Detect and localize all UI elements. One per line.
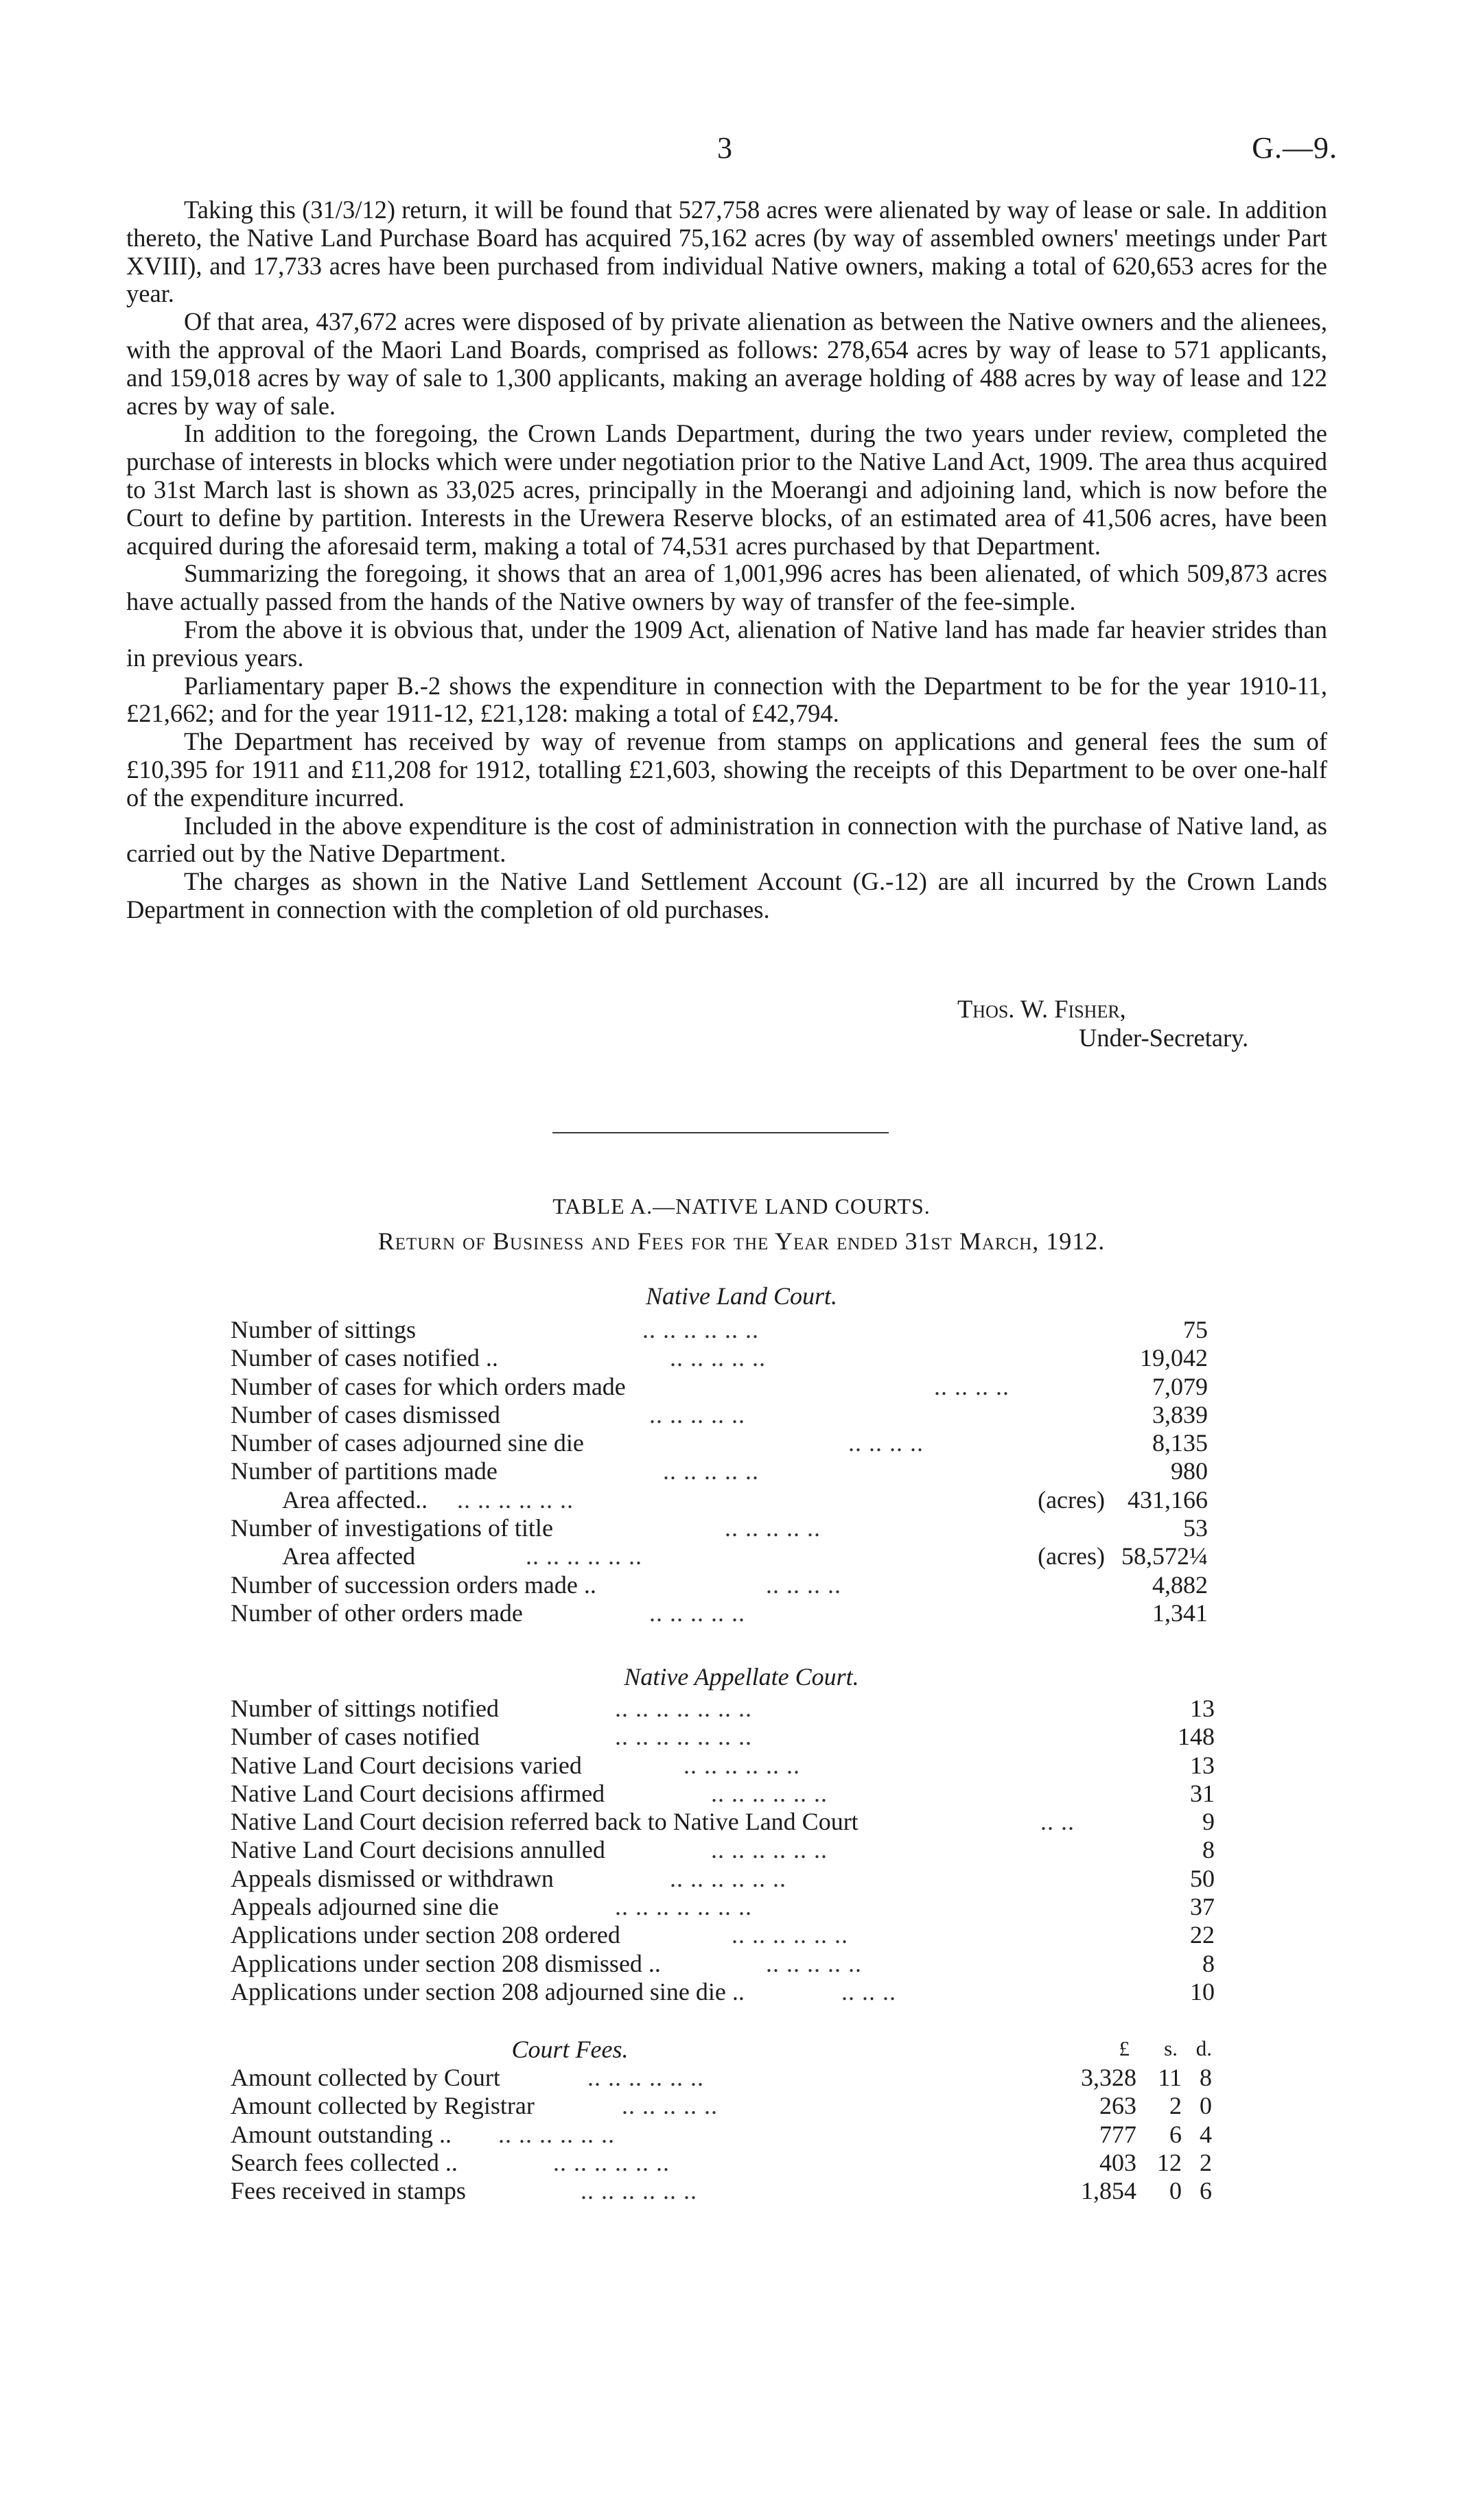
pence-value: 4 xyxy=(1200,2120,1212,2148)
court-fees-list xyxy=(231,2064,1212,2205)
leader-dots: .. .. .. .. .. .. xyxy=(457,1485,574,1514)
court-fees-title: Court Fees. xyxy=(511,2036,629,2063)
pounds-value: 3,328 xyxy=(1081,2064,1136,2091)
leader-dots: .. .. .. .. .. .. xyxy=(684,1751,800,1779)
row-label: Amount outstanding .. xyxy=(231,2120,452,2148)
row-label: Number of succession orders made .. xyxy=(231,1570,596,1599)
table-subheading: Return of Business and Fees for the Year ended 31st March, 1912. xyxy=(377,1227,1106,1255)
leader-dots: .. .. .. .. .. xyxy=(670,1344,766,1372)
row-label: Appeals dismissed or withdrawn xyxy=(231,1864,554,1892)
row-label: Native Land Court decision referred back to Native Land Court xyxy=(231,1808,859,1836)
row-value: 58,572¼ xyxy=(1121,1542,1208,1570)
table-row xyxy=(231,1808,1215,1836)
shillings-value: 2 xyxy=(1169,2092,1182,2120)
row-label: Number of sittings xyxy=(231,1316,416,1343)
row-label: Area affected xyxy=(282,1542,416,1570)
leader-dots: .. .. .. .. xyxy=(848,1429,924,1457)
paragraph: In addition to the foregoing, the Crown Lands Department, during the two years under review, completed the purchase of interests in blocks which were under negotiation prior to the Native Land Act, 1909. The area thus acquired to 31st March last is shown as 33,025 acres, principally in the Moerangi and adjoining land, which is now before the Court to define by partition. Interests in the Urewera Reserve blocks, of an estimated area of 41,506 acres, have been acquired during the aforesaid term, making a total of 74,531 acres purchased by that Department. xyxy=(126,419,1327,560)
row-value: 980 xyxy=(1171,1457,1208,1485)
pence-value: 2 xyxy=(1200,2148,1212,2176)
row-label: Area affected.. xyxy=(282,1485,428,1514)
native-appellate-court-title: Native Appellate Court. xyxy=(624,1663,859,1691)
pounds-value: 263 xyxy=(1099,2092,1136,2120)
row-label: Number of partitions made xyxy=(231,1457,498,1485)
table-row xyxy=(231,1978,1215,2006)
leader-dots: .. .. .. .. .. xyxy=(649,1599,745,1627)
row-label: Native Land Court decisions affirmed xyxy=(231,1779,605,1807)
row-value: 22 xyxy=(1190,1921,1215,1949)
leader-dots: .. .. .. .. .. .. .. xyxy=(615,1723,752,1751)
unit-label: (acres) xyxy=(1038,1485,1105,1514)
row-label: Number of cases for which orders made xyxy=(231,1372,626,1400)
row-value: 37 xyxy=(1190,1893,1215,1921)
section-divider xyxy=(552,1132,889,1133)
paragraph: Summarizing the foregoing, it shows that an area of 1,001,996 acres has been alienated, of which 509,873 acres have actually passed from the hands of the Native owners by way of transfer of the fee-simple. xyxy=(126,559,1327,616)
table-row xyxy=(231,1599,1208,1627)
table-row xyxy=(231,2121,1212,2149)
row-label: Amount collected by Registrar xyxy=(231,2092,535,2120)
row-value: 8,135 xyxy=(1152,1429,1208,1457)
row-label: Applications under section 208 dismissed .. xyxy=(231,1949,661,1977)
table-row xyxy=(231,1514,1208,1542)
pence-value: 8 xyxy=(1200,2064,1212,2091)
leader-dots: .. .. .. .. .. .. .. xyxy=(615,1695,752,1722)
table-row xyxy=(231,1836,1215,1864)
row-label: Applications under section 208 ordered xyxy=(231,1921,620,1949)
leader-dots: .. .. .. .. xyxy=(934,1372,1009,1400)
table-row xyxy=(231,1780,1215,1808)
leader-dots: .. .. .. .. .. xyxy=(725,1514,821,1542)
shillings-value: 12 xyxy=(1157,2148,1182,2176)
table-row xyxy=(231,1893,1215,1921)
row-value: 53 xyxy=(1183,1514,1208,1542)
table-row xyxy=(231,1752,1215,1780)
row-label: Number of cases notified .. xyxy=(231,1344,498,1372)
row-value: 431,166 xyxy=(1128,1485,1208,1514)
row-label: Number of cases dismissed xyxy=(231,1400,500,1428)
paragraph: Parliamentary paper B.-2 shows the expenditure in connection with the Department to be for the year 1910-11, £21,662; and for the year 1911-12, £21,128: making a total of £42,794. xyxy=(126,671,1327,728)
leader-dots: .. .. .. xyxy=(841,1977,896,2005)
signature-block xyxy=(957,995,1248,1052)
pence-header: d. xyxy=(1195,2036,1212,2060)
shillings-value: 6 xyxy=(1169,2120,1182,2148)
signatory-title: Under-Secretary. xyxy=(1079,1024,1249,1052)
pounds-value: 777 xyxy=(1099,2120,1136,2148)
document-reference: G.—9. xyxy=(1252,131,1338,165)
signatory-name: Thos. W. Fisher, xyxy=(957,995,1126,1023)
row-value: 3,839 xyxy=(1152,1400,1208,1428)
table-row xyxy=(231,2064,1212,2092)
leader-dots: .. .. .. .. .. .. xyxy=(587,2064,704,2091)
table-row xyxy=(231,1401,1208,1429)
page-number: 3 xyxy=(717,131,732,165)
table-row xyxy=(231,1921,1215,1949)
table-row xyxy=(231,1571,1208,1599)
paragraph: The charges as shown in the Native Land Settlement Account (G.-12) are all incurred by the Crown Lands Department in connection with the completion of old purchases. xyxy=(126,867,1327,923)
table-heading: TABLE A.—NATIVE LAND COURTS. xyxy=(552,1194,931,1218)
row-label: Number of other orders made xyxy=(231,1599,523,1627)
table-row xyxy=(231,1542,1208,1570)
row-value: 4,882 xyxy=(1152,1570,1208,1599)
table-row xyxy=(231,2149,1212,2177)
paragraph: Of that area, 437,672 acres were disposed of by private alienation as between the Native owners and the alienees, with the approval of the Maori Land Boards, comprised as follows: 278,654 acres by way of lease to 571 applicants, and 159,018 acres by way of sale to 1,300 applicants, making an average holding of 488 acres by way of lease and 122 acres by way of sale. xyxy=(126,307,1327,420)
paragraph: Taking this (31/3/12) return, it will be found that 527,758 acres were alienated by way of lease or sale. In addition thereto, the Native Land Purchase Board has acquired 75,162 acres (by way of assembled owners' meetings under Part XVIII), and 17,733 acres have been purchased from individual Native owners, making a total of 620,653 acres for the year. xyxy=(126,196,1327,308)
leader-dots: .. .. .. .. .. .. xyxy=(526,1542,642,1570)
shillings-header: s. xyxy=(1164,2036,1178,2060)
row-label: Native Land Court decisions varied xyxy=(231,1751,582,1779)
row-value: 31 xyxy=(1190,1779,1215,1807)
paragraph: Included in the above expenditure is the cost of administration in connection with the purchase of Native land, as carried out by the Native Department. xyxy=(126,811,1327,868)
native-land-court-list xyxy=(231,1316,1208,1627)
row-label: Number of cases adjourned sine die xyxy=(231,1429,584,1457)
table-row xyxy=(231,1457,1208,1485)
pence-value: 0 xyxy=(1200,2092,1212,2120)
row-value: 75 xyxy=(1183,1316,1208,1343)
table-row xyxy=(231,1950,1215,1978)
table-row xyxy=(231,1344,1208,1372)
row-value: 19,042 xyxy=(1140,1344,1208,1372)
leader-dots: .. .. .. .. .. .. xyxy=(711,1779,828,1807)
table-row xyxy=(231,1373,1208,1401)
row-label: Fees received in stamps xyxy=(231,2177,466,2205)
leader-dots: .. .. .. .. .. xyxy=(663,1457,759,1485)
row-label: Number of investigations of title xyxy=(231,1514,553,1542)
unit-label: (acres) xyxy=(1038,1542,1105,1570)
row-value: 10 xyxy=(1190,1977,1215,2005)
table-row xyxy=(231,1429,1208,1457)
table-row xyxy=(231,1723,1215,1751)
row-value: 148 xyxy=(1178,1723,1215,1751)
leader-dots: .. .. .. .. .. .. xyxy=(581,2177,697,2205)
row-label: Applications under section 208 adjourned sine die .. xyxy=(231,1977,745,2005)
leader-dots: .. .. .. .. xyxy=(766,1570,841,1599)
row-value: 50 xyxy=(1190,1864,1215,1892)
row-value: 13 xyxy=(1190,1695,1215,1722)
leader-dots: .. .. .. .. .. xyxy=(649,1400,745,1428)
leader-dots: .. .. .. .. .. xyxy=(766,1949,862,1977)
row-label: Number of cases notified xyxy=(231,1723,480,1751)
pounds-header: £ xyxy=(1119,2036,1130,2060)
row-value: 7,079 xyxy=(1152,1372,1208,1400)
table-row xyxy=(231,1486,1208,1514)
leader-dots: .. .. xyxy=(1040,1808,1075,1836)
paragraph: From the above it is obvious that, under the 1909 Act, alienation of Native land has made far heavier strides than in previous years. xyxy=(126,615,1327,672)
leader-dots: .. .. .. .. .. .. xyxy=(498,2120,615,2148)
row-value: 13 xyxy=(1190,1751,1215,1779)
body-text xyxy=(126,196,1327,924)
leader-dots: .. .. .. .. .. .. .. xyxy=(615,1893,752,1921)
row-label: Search fees collected .. xyxy=(231,2148,458,2176)
leader-dots: .. .. .. .. .. .. xyxy=(642,1316,759,1343)
pounds-value: 1,854 xyxy=(1081,2177,1136,2205)
table-row xyxy=(231,1316,1208,1344)
shillings-value: 0 xyxy=(1169,2177,1182,2205)
row-label: Number of sittings notified xyxy=(231,1695,499,1722)
leader-dots: .. .. .. .. .. .. xyxy=(711,1836,828,1864)
shillings-value: 11 xyxy=(1158,2064,1182,2091)
leader-dots: .. .. .. .. .. .. xyxy=(670,1864,786,1892)
native-land-court-title: Native Land Court. xyxy=(645,1282,838,1310)
table-row xyxy=(231,2177,1212,2205)
row-value: 9 xyxy=(1202,1808,1215,1836)
leader-dots: .. .. .. .. .. .. xyxy=(732,1921,848,1949)
paragraph: The Department has received by way of revenue from stamps on applications and general fees the sum of £10,395 for 1911 and £11,208 for 1912, totalling £21,603, showing the receipts of this Department to be over one-half of the expenditure incurred. xyxy=(126,727,1327,812)
row-value: 8 xyxy=(1202,1949,1215,1977)
table-row xyxy=(231,2092,1212,2120)
table-row xyxy=(231,1695,1215,1723)
leader-dots: .. .. .. .. .. .. xyxy=(553,2148,670,2176)
pence-value: 6 xyxy=(1200,2177,1212,2205)
table-row xyxy=(231,1865,1215,1893)
leader-dots: .. .. .. .. .. xyxy=(622,2092,718,2120)
row-label: Amount collected by Court xyxy=(231,2064,500,2091)
row-label: Native Land Court decisions annulled xyxy=(231,1836,605,1864)
row-label: Appeals adjourned sine die xyxy=(231,1893,499,1921)
row-value: 1,341 xyxy=(1152,1599,1208,1627)
row-value: 8 xyxy=(1202,1836,1215,1864)
pounds-value: 403 xyxy=(1099,2148,1136,2176)
currency-header xyxy=(231,2036,1212,2064)
native-appellate-court-list xyxy=(231,1695,1215,2006)
